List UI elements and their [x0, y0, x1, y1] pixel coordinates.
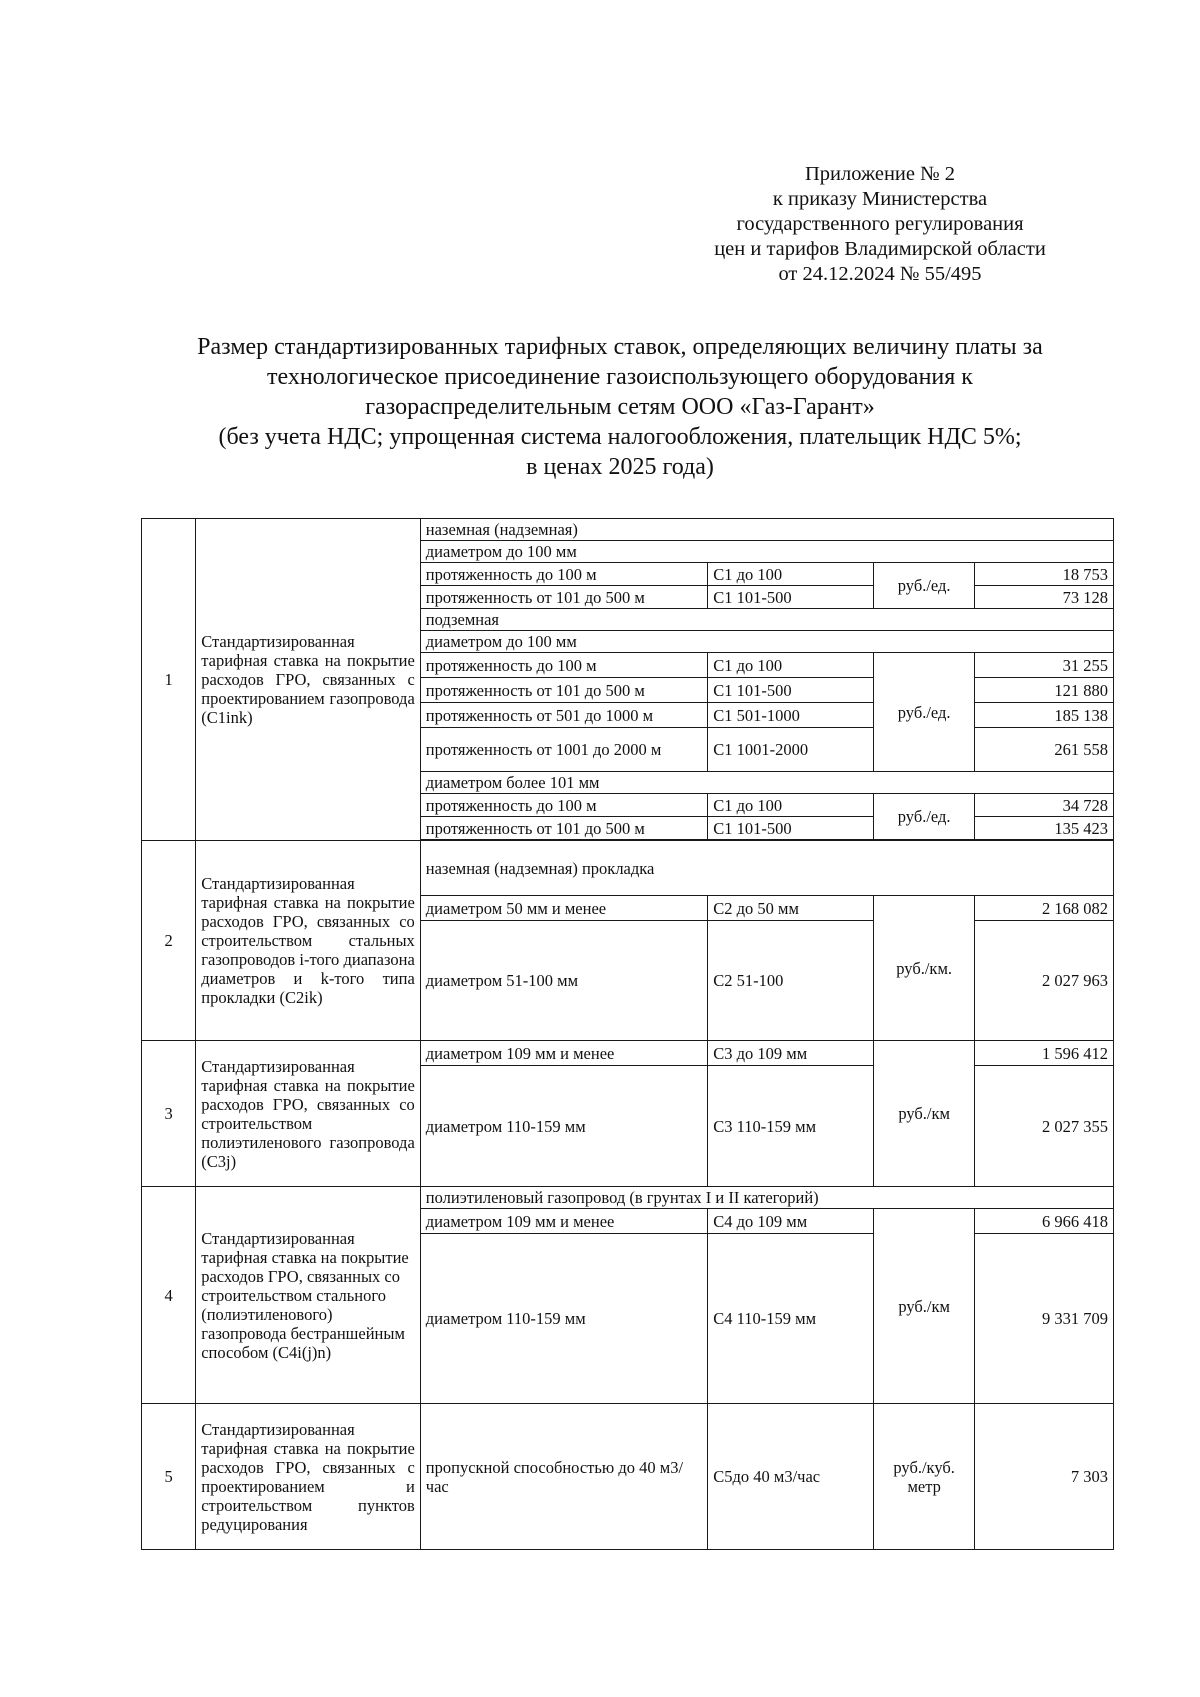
row-number: 3 [142, 1041, 196, 1187]
code-cell: С3 до 109 мм [708, 1041, 874, 1066]
row-number: 1 [142, 519, 196, 841]
code-cell: С1 1001-2000 [708, 728, 874, 772]
row-number: 5 [142, 1404, 196, 1550]
desc-cell: диаметром 110-159 мм [420, 1066, 707, 1187]
title-line: в ценах 2025 года) [526, 454, 714, 480]
appendix-header [640, 162, 1120, 287]
desc-cell: диаметром 109 мм и менее [420, 1209, 707, 1234]
desc-cell: протяженность от 501 до 1000 м [420, 703, 707, 728]
unit-cell: руб./км [874, 1041, 975, 1187]
appendix-line: цен и тарифов Владимирской области [714, 238, 1046, 260]
value-cell: 121 880 [975, 678, 1114, 703]
code-cell: С1 101-500 [708, 586, 874, 609]
value-cell: 31 255 [975, 653, 1114, 678]
rate-name: Стандартизированная тарифная ставка на покрытие расходов ГРО, связанных со строительством стальных газопроводов i-того диапазона диаметров и k-того типа прокладки (С2ik) [196, 841, 421, 1041]
unit-cell: руб./куб. метр [874, 1404, 975, 1550]
value-cell: 34 728 [975, 794, 1114, 817]
desc-cell: диаметром 51-100 мм [420, 921, 707, 1041]
desc-cell: протяженность от 101 до 500 м [420, 678, 707, 703]
unit-cell: руб./ед. [874, 653, 975, 772]
desc-cell: пропускной способностью до 40 м3/час [420, 1404, 707, 1550]
appendix-line: государственного регулирования [736, 213, 1024, 235]
table-row [142, 1041, 1114, 1066]
value-cell: 135 423 [975, 817, 1114, 840]
code-cell: С1 101-500 [708, 678, 874, 703]
appendix-line: от 24.12.2024 № 55/495 [778, 263, 982, 285]
appendix-line: к приказу Министерства [772, 188, 988, 210]
value-cell: 7 303 [975, 1404, 1114, 1550]
row-number: 2 [142, 841, 196, 1041]
unit-cell: руб./км. [874, 896, 975, 1041]
code-cell: С1 до 100 [708, 563, 874, 586]
code-cell: С4 110-159 мм [708, 1234, 874, 1404]
value-cell: 261 558 [975, 728, 1114, 772]
desc-cell: диаметром 110-159 мм [420, 1234, 707, 1404]
desc-cell: диаметром 109 мм и менее [420, 1041, 707, 1066]
subheader-cell: диаметром до 100 мм [420, 631, 1113, 653]
subheader-cell: наземная (надземная) прокладка [420, 841, 1113, 896]
desc-cell: протяженность до 100 м [420, 794, 707, 817]
value-cell: 9 331 709 [975, 1234, 1114, 1404]
table-row [142, 841, 1114, 896]
table-row [142, 1404, 1114, 1550]
code-cell: С1 до 100 [708, 794, 874, 817]
row-number: 4 [142, 1187, 196, 1404]
document-title [120, 332, 1120, 482]
subheader-cell: полиэтиленовый газопровод (в грунтах I и II категорий) [420, 1187, 1113, 1209]
code-cell: С4 до 109 мм [708, 1209, 874, 1234]
title-line: Размер стандартизированных тарифных ставок, определяющих величину платы за [197, 334, 1043, 360]
subheader-cell: наземная (надземная) [420, 519, 1113, 541]
unit-cell: руб./ед. [874, 563, 975, 609]
title-line: технологическое присоединение газоиспользующего оборудования к [267, 364, 973, 390]
unit-cell: руб./км [874, 1209, 975, 1404]
rate-name: Стандартизированная тарифная ставка на покрытие расходов ГРО, связанных с проектированием и строительством пунктов редуцирования [196, 1404, 421, 1550]
value-cell: 2 168 082 [975, 896, 1114, 921]
value-cell: 185 138 [975, 703, 1114, 728]
tariff-table [141, 518, 1114, 1550]
table-row [142, 1187, 1114, 1209]
value-cell: 73 128 [975, 586, 1114, 609]
desc-cell: диаметром 50 мм и менее [420, 896, 707, 921]
title-line: газораспределительным сетям ООО «Газ-Гарант» [365, 394, 875, 420]
code-cell: С1 501-1000 [708, 703, 874, 728]
value-cell: 1 596 412 [975, 1041, 1114, 1066]
desc-cell: протяженность до 100 м [420, 653, 707, 678]
rate-name: Стандартизированная тарифная ставка на покрытие расходов ГРО, связанных с проектированием газопровода (С1ink) [196, 519, 421, 841]
desc-cell: протяженность от 101 до 500 м [420, 586, 707, 609]
desc-cell: протяженность до 100 м [420, 563, 707, 586]
table-row [142, 519, 1114, 541]
unit-cell: руб./ед. [874, 794, 975, 840]
code-cell: С2 51-100 [708, 921, 874, 1041]
code-cell: С2 до 50 мм [708, 896, 874, 921]
code-cell: С1 101-500 [708, 817, 874, 840]
value-cell: 2 027 963 [975, 921, 1114, 1041]
subheader-cell: подземная [420, 609, 1113, 631]
desc-cell: протяженность от 101 до 500 м [420, 817, 707, 840]
rate-name: Стандартизированная тарифная ставка на покрытие расходов ГРО, связанных со строительством полиэтиленового газопровода (С3j) [196, 1041, 421, 1187]
subheader-cell: диаметром более 101 мм [420, 772, 1113, 794]
value-cell: 6 966 418 [975, 1209, 1114, 1234]
rate-name: Стандартизированная тарифная ставка на покрытие расходов ГРО, связанных со строительством стального (полиэтиленового) газопровода бестраншейным способом (С4i(j)n) [196, 1187, 421, 1404]
desc-cell: протяженность от 1001 до 2000 м [420, 728, 707, 772]
appendix-line: Приложение № 2 [804, 163, 956, 185]
value-cell: 18 753 [975, 563, 1114, 586]
title-line: (без учета НДС; упрощенная система налогообложения, плательщик НДС 5%; [218, 424, 1022, 450]
value-cell: 2 027 355 [975, 1066, 1114, 1187]
code-cell: С3 110-159 мм [708, 1066, 874, 1187]
subheader-cell: диаметром до 100 мм [420, 541, 1113, 563]
code-cell: С5до 40 м3/час [708, 1404, 874, 1550]
code-cell: С1 до 100 [708, 653, 874, 678]
